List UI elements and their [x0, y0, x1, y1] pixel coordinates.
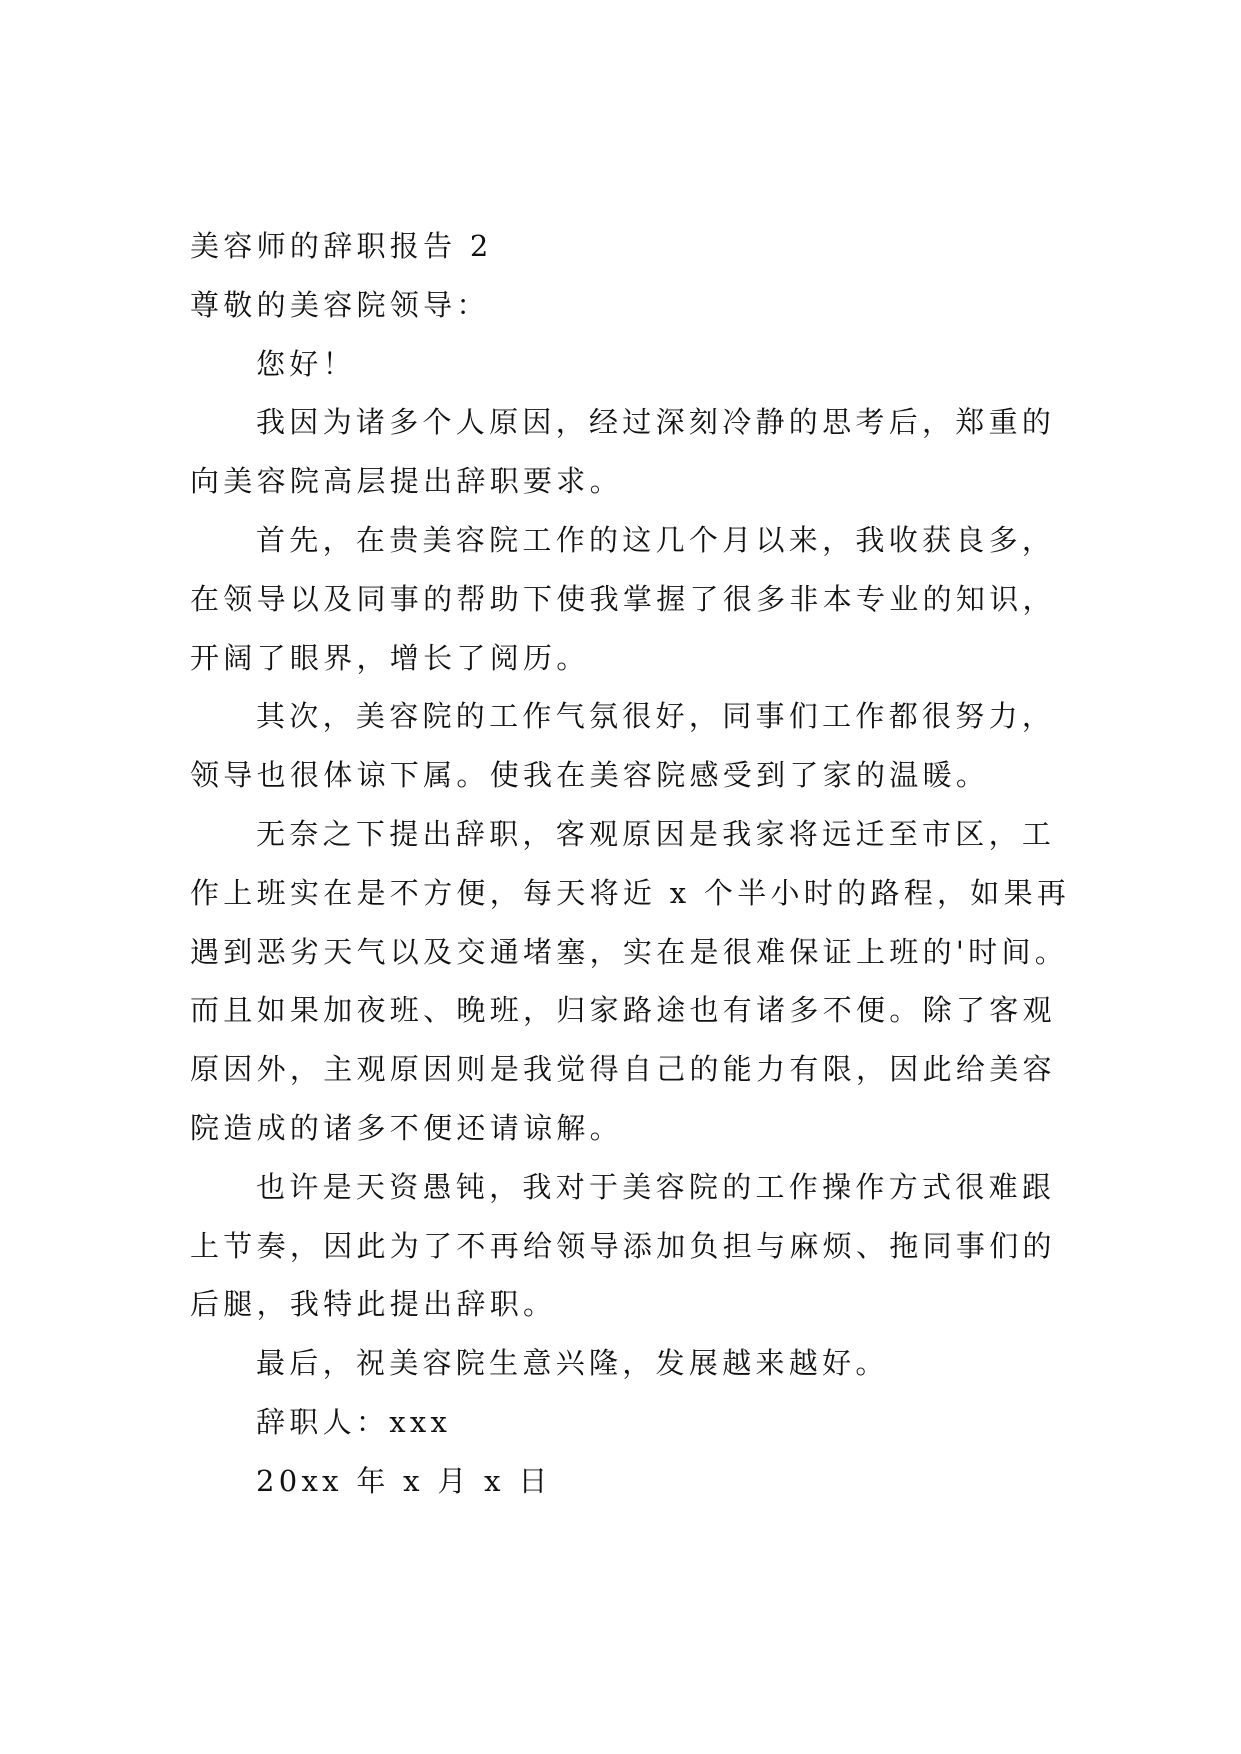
paragraph-line: 开阔了眼界，增长了阅历。	[190, 640, 590, 675]
paragraph-line: 向美容院高层提出辞职要求。	[190, 464, 623, 499]
paragraph-line: 我因为诸多个人原因，经过深刻冷静的思考后，郑重的	[256, 405, 1056, 440]
paragraph-line: 遇到恶劣天气以及交通堵塞，实在是很难保证上班的'时间。	[190, 934, 1069, 969]
paragraph-line: 院造成的诸多不便还请谅解。	[190, 1110, 623, 1145]
paragraph-line: 在领导以及同事的帮助下使我掌握了很多非本专业的知识，	[190, 581, 1056, 616]
paragraph-line: 其次，美容院的工作气氛很好，同事们工作都很努力，	[256, 699, 1056, 734]
document-body	[190, 217, 1190, 1511]
paragraph-line: 首先，在贵美容院工作的这几个月以来，我收获良多，	[256, 522, 1056, 557]
document-title: 美容师的辞职报告 2	[190, 229, 493, 263]
paragraph-line: 领导也很体谅下属。使我在美容院感受到了家的温暖。	[190, 758, 990, 793]
paragraph-line: 上节奏，因此为了不再给领导添加负担与麻烦、拖同事们的	[190, 1228, 1056, 1263]
closing-line: 最后，祝美容院生意兴隆，发展越来越好。	[256, 1346, 889, 1381]
date: 20xx 年 x 月 x 日	[256, 1463, 552, 1498]
paragraph-line: 而且如果加夜班、晚班，归家路途也有诸多不便。除了客观	[190, 993, 1056, 1028]
salutation: 尊敬的美容院领导：	[190, 287, 490, 322]
paragraph	[190, 805, 1190, 1158]
paragraph-line: 后腿，我特此提出辞职。	[190, 1287, 557, 1322]
paragraph	[190, 393, 1190, 511]
paragraph-line: 无奈之下提出辞职，客观原因是我家将远迁至市区，工	[256, 816, 1056, 851]
greeting: 您好！	[256, 346, 356, 381]
paragraph	[190, 511, 1190, 687]
paragraph-line: 作上班实在是不方便，每天将近 x 个半小时的路程，如果再	[190, 875, 1071, 910]
paragraph	[190, 1158, 1190, 1334]
paragraph-line: 原因外，主观原因则是我觉得自己的能力有限，因此给美容	[190, 1052, 1056, 1087]
paragraph	[190, 687, 1190, 805]
paragraph-line: 也许是天资愚钝，我对于美容院的工作操作方式很难跟	[256, 1169, 1056, 1204]
signature: 辞职人：xxx	[256, 1404, 452, 1439]
